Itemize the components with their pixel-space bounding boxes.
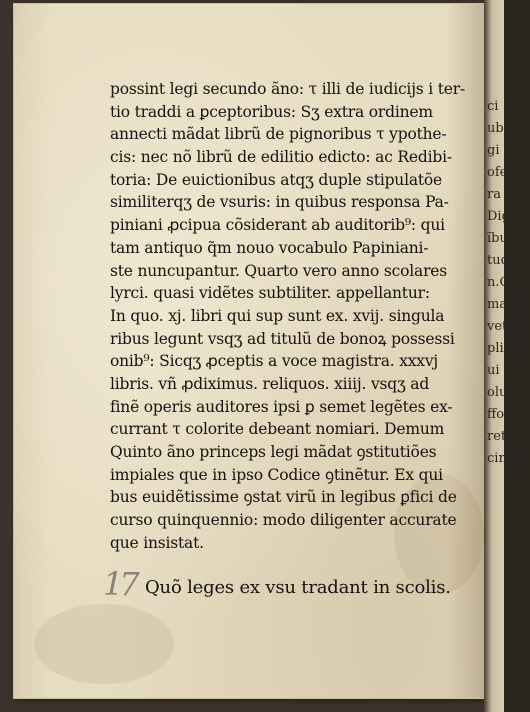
- text-line: tio traddi a ꝑceptoribus: Sʒ extra ordinem: [110, 102, 433, 121]
- text-line: finẽ operis auditores ipsi ꝑ semet legẽtes ex-: [110, 397, 453, 416]
- text-line: cis: nec nõ librũ de edilitio edicto: ac Redibi-: [110, 148, 452, 167]
- facing-page-fragment: cinci: [487, 451, 519, 466]
- text-line: In quo. xj. libri qui sup sunt ex. xvij. singula: [110, 306, 445, 325]
- facing-page-fragment: mas le: [487, 297, 530, 312]
- facing-page-fragment: plicu: [487, 341, 520, 356]
- facing-page-edge: [484, 0, 530, 712]
- facing-page-fragment: vetere: [487, 319, 529, 334]
- facing-page-fragment: gi: [487, 143, 500, 158]
- facing-page-fragment: ub: [487, 121, 504, 136]
- facing-page-fragment: olun: [487, 385, 516, 400]
- handwritten-margin-note: 17: [103, 565, 136, 603]
- text-line: similiterqʒ de vsuris: in quibus responsa Pa-: [110, 193, 449, 212]
- text-line: impiales que in ipso Codice ꝯtinẽtur. Ex qui: [110, 465, 443, 484]
- text-line: lyrci. quasi vidẽtes subtiliter. appellantur:: [110, 284, 430, 303]
- text-line: Quinto ãno princeps legi mãdat ꝯstitutiões: [110, 443, 437, 461]
- facing-page-fragment: Dige: [487, 209, 518, 224]
- facing-page-fragment: fforn: [487, 407, 519, 422]
- facing-page-fragment: ra: [487, 187, 501, 202]
- text-line: tam antiquo q̃m nouo vocabulo Papiniani-: [110, 238, 429, 257]
- text-line: ribus legunt vsqʒ ad titulũ de bonoꝝ possessi: [110, 329, 455, 348]
- facing-page-fragment: tudi: [487, 253, 514, 268]
- facing-page-fragment: ofes: [487, 165, 515, 180]
- facing-page-fragment: n.Co: [487, 275, 518, 290]
- text-line: piniani ꝓcipua cõsiderant ab auditorib⁹: qui: [110, 216, 445, 235]
- text-line: libris. vñ ꝓdiximus. reliquos. xiiij. vsqʒ ad: [110, 374, 430, 393]
- text-line: ste nuncupantur. Quarto vero anno scolares: [110, 261, 448, 280]
- text-line: que insistat.: [110, 533, 204, 552]
- facing-page-fragment: ci: [487, 99, 499, 114]
- text-line: curso quinquennio: modo diligenter accurate: [110, 511, 457, 530]
- text-line: bus euidẽtissime ꝯstat virũ in legibus ꝑfici de: [110, 488, 457, 507]
- text-line: currant τ colorite debeant nomiari. Demum: [110, 420, 445, 439]
- body-text: [110, 78, 470, 554]
- facing-page-fragment: ret.: [487, 429, 511, 444]
- facing-page-fragment: ĩbu: [487, 231, 508, 246]
- paper-stain: [34, 604, 174, 684]
- text-line: toria: De euictionibus atqʒ duple stipulatõe: [110, 170, 443, 189]
- text-line: annecti mãdat librũ de pignoribus τ ypothe-: [110, 125, 447, 144]
- text-line: possint legi secundo ãno: τ illi de iudicijs i ter-: [110, 80, 466, 98]
- text-line: onib⁹: Sicqʒ ꝓceptis a voce magistra. xxxvj: [110, 352, 438, 371]
- facing-page-fragment: ui d: [487, 363, 512, 378]
- section-heading: Quõ leges ex vsu tradant in scolis.: [145, 577, 451, 598]
